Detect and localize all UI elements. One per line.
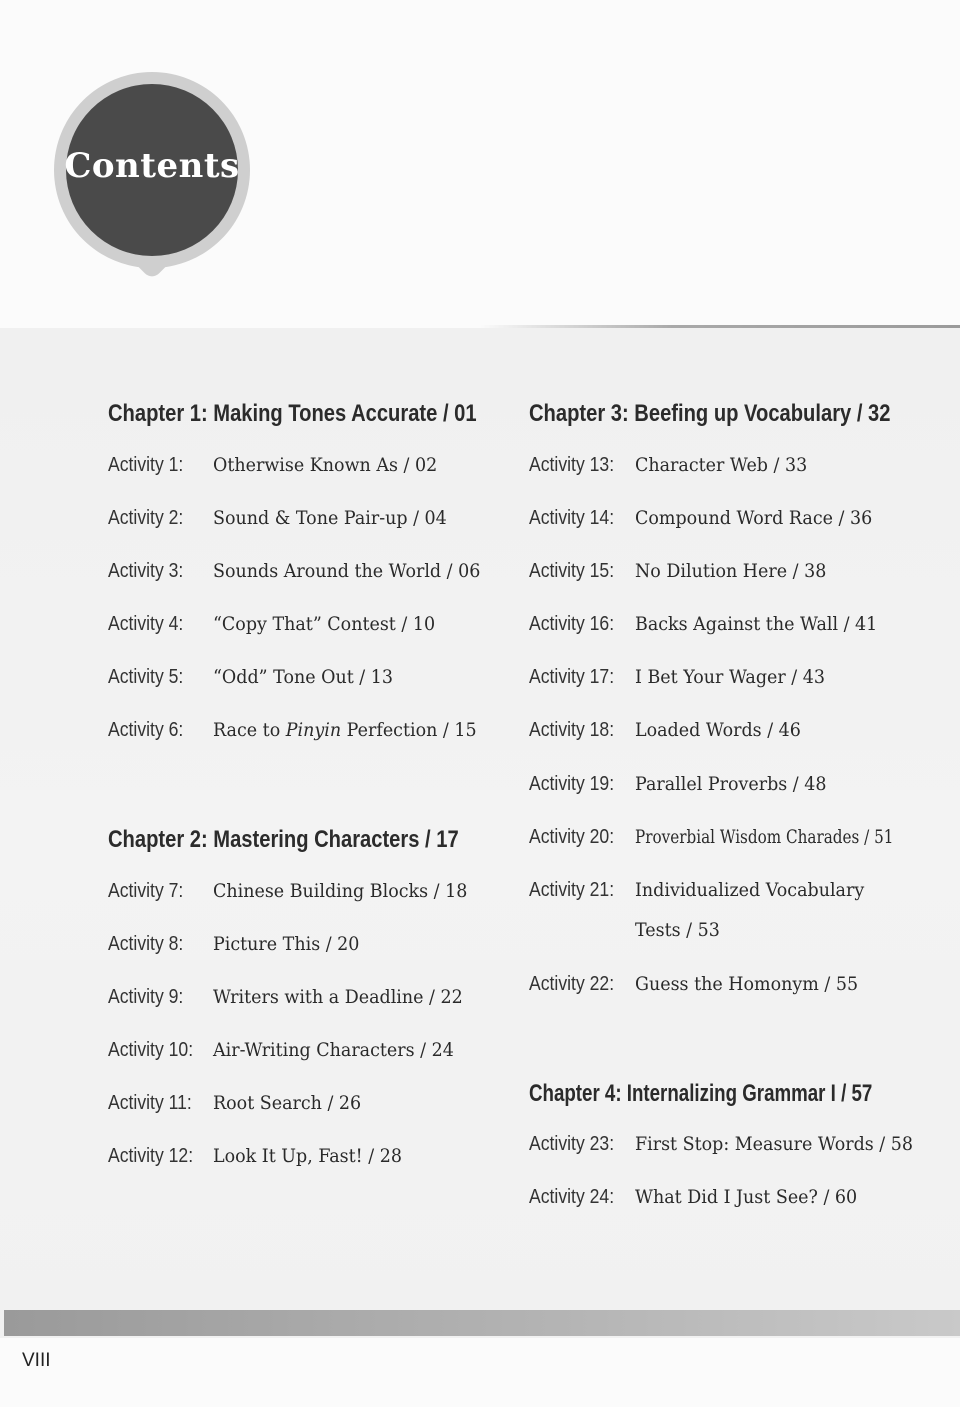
activity-label: Activity 4: [108, 613, 184, 635]
activity-label: Activity 23: [529, 1133, 615, 1155]
activity-title: Guess the Homonym / 55 [635, 973, 859, 995]
activity-label: Activity 11: [108, 1092, 192, 1114]
activity-label: Activity 13: [529, 454, 615, 476]
activity-title: No Dilution Here / 38 [635, 560, 827, 582]
activity-label: Activity 14: [529, 507, 615, 529]
activity-label: Activity 10: [108, 1039, 194, 1061]
activity-label: Activity 9: [108, 986, 184, 1008]
panel-bottom-bar [4, 1310, 960, 1336]
activity-title: I Bet Your Wager / 43 [635, 666, 825, 688]
activity-label: Activity 6: [108, 719, 184, 741]
activity-title: “Copy That” Contest / 10 [213, 613, 436, 635]
activity-title: First Stop: Measure Words / 58 [635, 1133, 914, 1155]
activity-label: Activity 20: [529, 826, 615, 848]
chapter-heading-1: Chapter 1: Making Tones Accurate / 01 [108, 400, 477, 427]
activity-title: “Odd” Tone Out / 13 [213, 666, 393, 688]
chapter-heading-3: Chapter 3: Beefing up Vocabulary / 32 [529, 400, 891, 427]
activity-label: Activity 16: [529, 613, 615, 635]
activity-title: What Did I Just See? / 60 [635, 1186, 858, 1208]
activity-label: Activity 17: [529, 666, 615, 688]
activity-label: Activity 19: [529, 773, 615, 795]
activity-title: Sounds Around the World / 06 [213, 560, 481, 582]
activity-title: Individualized Vocabulary [635, 879, 865, 901]
activity-title: Air-Writing Characters / 24 [213, 1039, 454, 1061]
activity-label: Activity 18: [529, 719, 615, 741]
activity-title: Writers with a Deadline / 22 [213, 986, 463, 1008]
activity-title: Root Search / 26 [213, 1092, 362, 1114]
activity-title: Backs Against the Wall / 41 [635, 613, 878, 635]
activity-label: Activity 5: [108, 666, 184, 688]
activity-label: Activity 15: [529, 560, 615, 582]
contents-badge [54, 72, 250, 292]
page-number: VIII [22, 1350, 51, 1371]
activity-title [213, 719, 477, 741]
activity-title-continuation: Tests / 53 [635, 919, 720, 941]
activity-label: Activity 3: [108, 560, 184, 582]
activity-label: Activity 7: [108, 880, 184, 902]
page-title: Contents [64, 146, 240, 186]
activity-label: Activity 21: [529, 879, 615, 901]
activity-label: Activity 22: [529, 973, 615, 995]
activity-title: Picture This / 20 [213, 933, 360, 955]
activity-label: Activity 2: [108, 507, 184, 529]
activity-label: Activity 24: [529, 1186, 615, 1208]
activity-title: Proverbial Wisdom Charades / 51 [635, 826, 894, 848]
activity-title: Look It Up, Fast! / 28 [213, 1145, 402, 1167]
activity-title: Sound & Tone Pair-up / 04 [213, 507, 447, 529]
chapter-heading-4: Chapter 4: Internalizing Grammar I / 57 [529, 1080, 873, 1107]
activity-title: Compound Word Race / 36 [635, 507, 873, 529]
activity-label: Activity 12: [108, 1145, 194, 1167]
activity-label: Activity 1: [108, 454, 184, 476]
activity-title: Character Web / 33 [635, 454, 808, 476]
activity-title-post: Perfection / 15 [341, 719, 477, 741]
activity-label: Activity 8: [108, 933, 184, 955]
activity-title: Parallel Proverbs / 48 [635, 773, 827, 795]
activity-title-em: Pinyin [285, 719, 342, 741]
activity-title: Chinese Building Blocks / 18 [213, 880, 468, 902]
contents-panel [0, 328, 960, 1338]
activity-title-pre: Race to [213, 719, 286, 741]
activity-title: Loaded Words / 46 [635, 719, 801, 741]
chapter-heading-2: Chapter 2: Mastering Characters / 17 [108, 826, 459, 853]
activity-title: Otherwise Known As / 02 [213, 454, 438, 476]
